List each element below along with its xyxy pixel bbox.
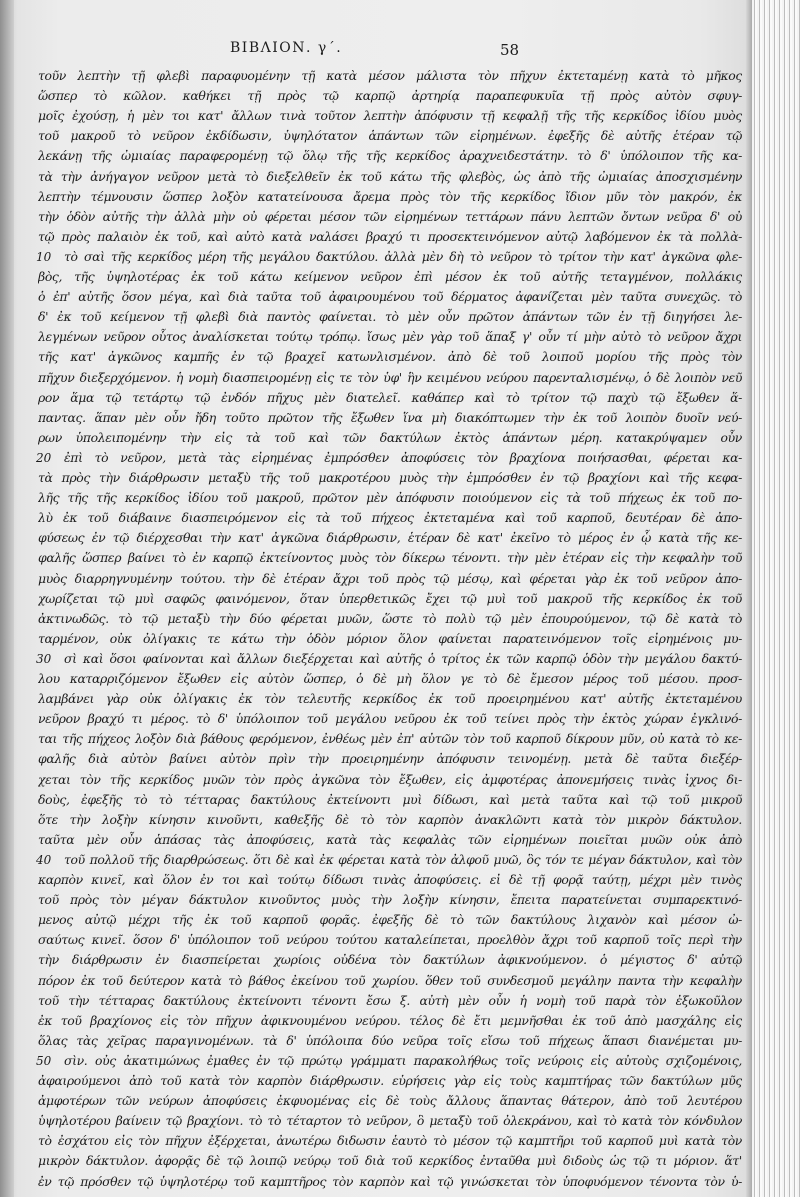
text-line: λεκάνῃ τῆς ὠμιαίας παραφερομένῃ τῷ ὅλῳ τῆς τῆς κερκίδος ἀραχνειδεστάτην. τὸ δ' ὑπόλοιπον τῆς κα- <box>38 148 742 164</box>
text-line: ἀφαιρούμενοι ἀπὸ τοῦ κατὰ τὸν καρπὸν διάρθρωσιν. εὑρήσεις γὰρ εἰς τοὺς καμπτήρας τῶν δακτύλων μῦς <box>38 1073 742 1088</box>
text-line: τὰ τὴν ἀνήγαγον νεῦρον μετὰ τὸ διεξελθεῖν ἐκ τοῦ κάτω τῆς φλεβὸς, ὡς ἀπὸ τῆς ὠμιαίας ἀποσχισμένην <box>38 168 742 184</box>
text-line: λου καταρριζόμενον ἔξωθεν εἰς αὐτὸν ὥσπερ, ὁ δὲ μὴ ὅλον γε τὸ δὲ ἔμεσον μέρος τοῦ μέσου. προσ- <box>38 671 742 686</box>
text-line: σὶν. οὐς ἀκατιμώνως ἐμαθες ἐν τῷ πρώτῳ γράμματι παρακολήθως τοῖς νεύροις εἰς αὐτοὺς σχιζομένοις, <box>64 1052 742 1068</box>
line-number: 50 <box>36 1053 52 1068</box>
text-line: ἀκτινωδῶς. τὸ τῷ μεταξὺ τὴν δύο φέρεται μυῶν, ὥστε τὸ πολὺ τῷ μὲν ἐπουρούμενον, τῷ δὲ κατὰ τὸ <box>38 610 742 626</box>
binding-gutter <box>0 0 14 1197</box>
text-line: ρων ὑπολειπομένην τὴν εἰς τὰ τοῦ καὶ τῶν δακτύλων ἐκτὸς ἁπάντων μέρη. κατακρύψαμεν οὖν <box>38 429 742 445</box>
text-line: ὥσπερ τὸ κῶλον. καθήκει τῇ πρὸς τῷ καρπῷ ἀρτηρίᾳ παραπεφυκυῖα τῇ πρὸς αὐτὸν σφυγ- <box>38 88 742 104</box>
text-line: μικρὸν δάκτυλον. ἀφορᾷς δὲ τῷ λοιπῷ νεύρῳ τοῦ διὰ τοῦ κερκίδος ἐνταῦθα μυὶ διδοὺς ὡς τῷ τι μόριον. ἅτ' <box>38 1153 742 1169</box>
text-line: τοῦ πρὸς τὸν μέγαν δάκτυλον κινοῦντος μυὸς τὴν λοξὴν κίνησιν, ἔπειτα παρατείνεται συμπαρεκτινό- <box>38 892 742 908</box>
text-line: ὁ ἐπ' αὐτῆς ὅσον μέγα, καὶ διὰ ταῦτα τοῦ ἀφαιρουμένου τοῦ δέρματος ἀφανίζεται μὲν ταῦτα συνεχῶς. τὸ <box>38 289 742 305</box>
text-line: τὸ ἐσχάτου εἰς τὸν πῆχυν ἐξέρχεται, ἀνωτέρω διδωσιν ἑαυτὸ τὸ μέσον τῷ καμπτῆρι τοῦ καρποῦ μυὶ κατὰ τὸν <box>38 1133 742 1149</box>
text-line: ταῦτα μὲν οὖν ἁπάσας τὰς ἀποφύσεις, κατὰ τὰς κεφαλὰς τῶν εἰρημένων ποιεῖται μυῶν οὐκ ἀπὸ <box>38 831 742 847</box>
text-line: ἀμφοτέρων τῶν νεύρων ἀποφύσεις ἐκφυομένας εἰς δὲ τοὺς ἄλλους ἅπαντας θάτερον, ἀπὸ τοῦ λευτέρου <box>38 1093 742 1109</box>
text-line: ἐπὶ τὸ νεῦρον, μετὰ τὰς εἰρημένας ἐμπρόσθεν ἀποφύσεις τὸν βραχίονα ποιήσασθαι, φέρεται κα- <box>64 449 742 465</box>
text-line: μυὸς διαρρηγνυμένην τούτου. τὴν δὲ ἑτέραν ἄχρι τοῦ πρὸς τῷ μέσῳ, καὶ φέρεται γὰρ ἐκ τοῦ νεῦρον ἀπο- <box>38 570 742 586</box>
running-head: ΒΙΒΛΙΟΝ. γ΄. <box>230 40 343 56</box>
text-line: ται τῆς πήχεος λοξὸν διὰ βάθους φερόμενον, ἐνθέως μὲν ἐπ' αὐτῶν τὸν τοῦ καρποῦ δίκρουν μῦν, οὐ κατὰ τὸ κε- <box>38 731 742 747</box>
text-line: ἐκ τοῦ βραχίονος εἰς τὸν πῆχυν ἀφικνουμένου νεύρου. τέλος δὲ ἔτι μεμνῆσθαι ἐκ τοῦ ἀπὸ μασχάλης εἰς <box>38 1012 742 1028</box>
text-line: φύσεως ἐν τῷ διέρχεσθαι τὴν κατ' ἀγκῶνα διάρθρωσιν, ἑτέραν δὲ κατ' ἐκεῖνο τὸ μέρος ἐν ᾧ κατὰ τῆς κε- <box>38 530 742 546</box>
text-line: χεται τὸν τῆς κερκίδος μυῶν τὸν πρὸς ἀγκῶνα τὸν ἔξωθεν, εἰς ἀμφοτέρας ἀπονεμήσεις τινὰς ἰχνος δι- <box>38 771 742 787</box>
text-line: πόρον ἐκ τοῦ δεύτερον κατὰ τὸ βάθος ἐκείνου τοῦ χωρίου. ὅθεν τοῦ συνδεσμοῦ μεγάλην παντα τὴν κεφαλὴν <box>38 972 742 988</box>
text-line: λεπτὴν τέμνουσιν ὥσπερ λοξὸν κατατείνουσα ἄρεμα πρὸς τὸν τῆς κερκίδος ἴδιον μῦν τὸν μακρόν, ἐκ <box>38 188 742 204</box>
text-line: δοὺς, ἐφεξῆς τὸ τὸ τέτταρας δακτύλους ἐκτείνοντι μυὶ δίδωσι, καὶ μετὰ ταῦτα καὶ τῷ τοῦ μικροῦ <box>38 791 742 807</box>
line-number: 30 <box>36 651 52 666</box>
text-line: νεῦρον βραχύ τι μέρος. τὸ δ' ὑπόλοιπον τοῦ μεγάλου νεῦρου ἐκ τοῦ τείνει πρὸς τὴν ἐκτὸς χώραν ἐγκλινό- <box>38 711 742 727</box>
text-line: ταρμένον, οὐκ ὀλίγακις τε κάτω τὴν ὁδὸν μόριον ὅλον φαίνεται παρατεινόμενον τοῖς εἰρημένοις μυ- <box>38 630 742 646</box>
text-line: τῷ πρὸς παλαιὸν ἐκ τοῦ, καὶ αὐτὸ κατὰ ναλάσει βραχύ τι προσεκτεινόμενον αὐτῷ λαβόμενον ἐκ τὰ πολλὰ- <box>38 228 742 244</box>
text-line: μενος αὐτῷ μέχρι τῆς ἐκ τοῦ καρποῦ φορᾶς. ἐφεξῆς δὲ τὸ τῶν δακτύλους λιχανὸν καὶ μέσον ὠ- <box>38 912 742 928</box>
text-line: ἐν τῷ πρόσθεν τῷ ὑψηλοτέρῳ τοῦ καμπτῆρος τὸν καρπὸν καὶ τῷ γινώσκεται τὸν ὑποφυόμενον τένοντα τὸν ὑ- <box>38 1173 742 1189</box>
text-line: ρον ἅμα τῷ τετάρτῳ τῷ ἐνδόν πῆχυς μὲν διατελεῖ. καθάπερ καὶ τὸ τρίτον τῷ παχὺ τῷ ἔξωθεν ἅ- <box>38 389 742 405</box>
folio-number: 58 <box>500 41 520 59</box>
text-line: σὶ καὶ ὅσοι φαίνονται καὶ ἄλλων διεξέρχεται καὶ αὐτῆς ὁ τρίτος ἐκ τῶν καρπῷ ὁδὸν τὴν μεγάλου δακτύ- <box>64 650 742 666</box>
text-line: ὅτε τὴν λοξὴν κίνησιν κινοῦντι, καθεξῆς δὲ τὸ τὸν καρπὸν ἀνακλῶντι κατὰ τὸν μικρὸν δάκτυλον. <box>38 811 742 827</box>
text-line: λῆς τῆς τῆς κερκίδος ἰδίου τοῦ μακροῦ, πρῶτον μὲν ἀπόφυσιν ποιούμενον εἰς τὰ τοῦ πήχεως ἐκ τοῦ πο- <box>38 490 742 506</box>
text-line: τὰ πρὸς τὴν διάρθρωσιν μεταξὺ τῆς τοῦ μακροτέρου μυὸς τὴν ἐμπρόσθεν ἐν τῷ βραχίονι καὶ τῆς κεφα- <box>38 470 742 485</box>
text-line: τοῦν λεπτὴν τῇ φλεβὶ παραφυομένην τῇ κατὰ μέσον μάλιστα τὸν πῆχυν ἐκτεταμένῃ κατὰ τὸ μῆκος <box>38 68 742 83</box>
text-line: παντας. ἅπαν μὲν οὖν ἤδη τοῦτο πρῶτον τῆς ἔξωθεν ἵνα μὴ διακόπτωμεν τὴν ἐκ τοῦ λοιπὸν δυοῖν νεύ- <box>38 409 742 425</box>
text-line: φαλῆς διὰ αὐτὸν βαίνει αὐτὸν πρὶν τὴν προειρημένην ἀπόφυσιν τεινομένῃ. μετὰ δὲ ταῦτα διεξέρ- <box>38 751 742 767</box>
text-line: τὴν ὁδὸν αὐτῆς τὴν ἀλλὰ μὴν οὐ φέρεται μέσον τῶν εἰρημένων τεττάρων πάνυ λεπτῶν ὄντων νεῦρα δ' οὐ <box>38 208 742 224</box>
text-line: ὅλας τὰς χεῖρας παραγινομένων. τὰ δ' ὑπόλοιπα δύο νεῦρα τοῖς εἴσω τοῦ πήχεως ἅπασι διανέμεται μυ- <box>38 1032 742 1048</box>
text-line: λεγμένων νεῦρον οὗτος ἀναλίσκεται τούτῳ τρόπῳ. ἴσως μὲν γὰρ τοῦ ἅπαξ γ' οὖν τί μὴν αὐτὸ τὸ νεῦρον ἄχρι <box>38 329 742 345</box>
text-line: χωρίζεται τῷ μυὶ σαφῶς φαινόμενον, ὅταν ὑπερθετικῶς ἔχει τῷ μυὶ τοῦ μακροῦ τῆς κερκίδος ἐκ τοῦ <box>38 590 742 606</box>
text-line: τὸ σαὶ τῆς κερκίδος μέρη τῆς μεγάλου δακτύλου. ἀλλὰ μὲν δὴ τὸ νεῦρον τὸ τρίτον τὴν κατ' ἀγκῶνα φλε- <box>64 248 742 264</box>
line-number: 10 <box>36 249 52 264</box>
text-line: φαλῆς ὥσπερ βαίνει τὸ ἐν καρπῷ ἐκτείνοντος μυὸς τὸν δίκερω τένοντι. τὴν μὲν ἑτέραν εἰς τὴν κεφαλὴν τοῦ <box>38 550 742 566</box>
text-line: τοῦ μακροῦ τὸ νεῦρον ἐκδίδωσιν, ὑψηλότατον ἁπάντων τῶν εἰρημένων. ἐφεξῆς δὲ αὐτῆς ἑτέραν τῷ <box>38 128 742 144</box>
text-line: ὑψηλοτέρου βαίνειν τῷ βραχίονι. τὸ τὸ τέταρτον τὸ νεῦρον, ὃ μεταξὺ τοῦ ὀλεκράνου, καὶ τὸ κατὰ τὸν κόνδυλον <box>38 1113 742 1129</box>
line-number: 20 <box>36 450 52 465</box>
body-text <box>38 66 742 1189</box>
line-number: 40 <box>36 852 52 867</box>
text-line: πῆχυν διεξερχόμενον. ἡ νομὴ διασπειρομένῃ εἰς τε τὸν ὑφ' ἣν κειμένου νεύρου παρενταλισμένῳ, ὁ δὲ λοιπὸν νεῦ <box>38 369 742 385</box>
text-line: τὴν διάρθρωσιν ἐν διασπείρεται χωρίοις οὐδένα τὸν δακτύλων ἀφικνούμενον. ὁ μέγιστος δ' αὐτῷ <box>38 952 742 968</box>
text-line: δ' ἐκ τοῦ κείμενον τῇ φλεβὶ διὰ παντὸς φαίνεται. τὸ μὲν οὖν πρῶτον ἁπάντων τῶν ἐν τῇ διηγήσει λε- <box>38 309 742 325</box>
text-line: μοῖς ἐχούσῃ, ἡ μὲν τοι κατ' ἄλλων τινὰ τοῦτον λεπτὴν ἀπόφυσιν τῇ κεφαλῇ τῆς τῆς κερκίδος ἰδίου μυὸς <box>38 108 742 124</box>
text-line: λαμβάνει γὰρ οὐκ ὀλίγακις ἐκ τὸν τελευτῆς κερκίδος ἐκ τοῦ προειρημένου κατ' αὐτῆς ἐκτεταμένου <box>38 691 742 707</box>
text-line: τοῦ πολλοῦ τῆς διαρθρώσεως. ὅτι δὲ καὶ ἐκ φέρεται κατὰ τὸν ἀλφοῦ μυῶ, ὃς τόν τε μέγαν δάκτυλον, καὶ τὸν <box>64 851 742 867</box>
text-line: σαύτως κινεῖ. ὅσον δ' ὑπόλοιπον τοῦ νεύρου τούτου καταλείπεται, προελθὸν ἄχρι τοῦ καρποῦ τοῖς περὶ τὴν <box>38 932 742 948</box>
text-line: τῆς κατ' ἀγκῶνος καμπῆς ἐν τῷ βραχεῖ κατωνλισμένον. ἀπὸ δὲ τοῦ λοιποῦ μορίου τῆς πρὸς τὸν <box>38 349 742 365</box>
text-line: βὸς, τῆς ὑψηλοτέρας ἐκ τοῦ κάτω κείμενον νεῦρον ἐπὶ μέσον ἐκ τοῦ αὐτῆς τεταγμένον, πολλάκις <box>38 269 742 284</box>
text-line: καρπὸν κινεῖ, καὶ ὅλον ἐν τοι καὶ τούτῳ δίδωσι τινὰς ἀποφύσεις. εἰ δὲ τῇ φορᾷ ταύτῃ, μέχρι μὲν τινὸς <box>38 872 742 887</box>
text-line: λὺ ἐκ τοῦ διάβαινε διασπειρόμενον εἰς τὰ τοῦ πήχεος ἐκτεταμένα καὶ τοῦ καρποῦ, δευτέραν δὲ ἀπο- <box>38 510 742 526</box>
page-edge-stack <box>752 0 800 1197</box>
text-line: τοῦ τὴν τέτταρας δακτύλους ἐκτείνοντι τένοντι ἔσω ξ. αὐτὴ μὲν οὖν ἡ νομὴ τοῦ παρὰ τὸν ἐξωκοῦλον <box>38 992 742 1008</box>
